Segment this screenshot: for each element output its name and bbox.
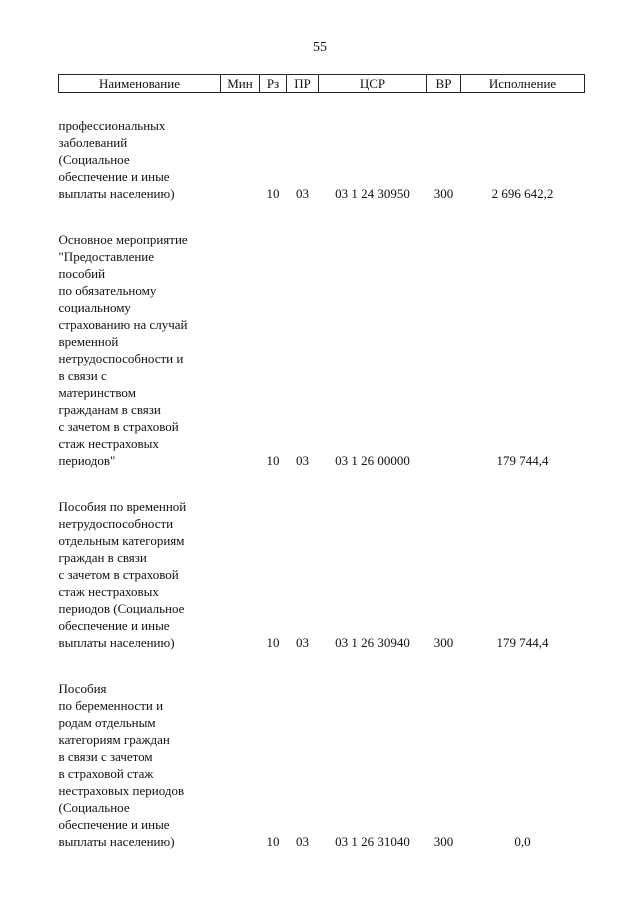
header-vr: ВР <box>427 75 461 93</box>
row-csr: 03 1 26 31040 <box>335 834 410 849</box>
budget-table <box>58 74 585 850</box>
row-amount: 179 744,4 <box>496 453 549 468</box>
row-pr: 03 <box>296 453 309 468</box>
row-csr: 03 1 26 30940 <box>335 635 410 650</box>
row-min <box>221 498 260 651</box>
row-min <box>221 117 260 202</box>
row-pr: 03 <box>296 186 309 201</box>
row-vr: 300 <box>433 635 454 650</box>
header-name: Наименование <box>59 75 221 93</box>
row-name: профессиональных заболеваний (Социальное обеспечение и иные выплаты населению) <box>58 118 175 201</box>
row-rz: 10 <box>266 635 280 650</box>
row-amount: 179 744,4 <box>496 635 549 650</box>
row-name: Основное мероприятие "Предоставление пособий по обязательному социальному страхованию на случай временной нетрудоспособности и в связи с материнством гражданам в связи с зачетом в страховой стаж нестраховых периодов" <box>58 232 188 468</box>
row-csr: 03 1 24 30950 <box>335 186 410 201</box>
table-row <box>59 680 585 850</box>
header-csr: ЦСР <box>319 75 427 93</box>
row-vr <box>427 231 461 469</box>
row-rz: 10 <box>266 453 280 468</box>
row-pr: 03 <box>296 834 309 849</box>
row-rz: 10 <box>266 186 280 201</box>
row-name: Пособия по беременности и родам отдельным категориям граждан в связи с зачетом в страховой стаж нестраховых периодов (Социальное обеспечение и иные выплаты населению) <box>58 681 185 849</box>
row-rz: 10 <box>266 834 280 849</box>
header-pr: ПР <box>287 75 319 93</box>
table-row <box>59 231 585 469</box>
row-pr: 03 <box>296 635 309 650</box>
row-name: Пособия по временной нетрудоспособности отдельным категориям граждан в связи с зачетом в страховой стаж нестраховых периодов (Социальное обеспечение и иные выплаты населению) <box>58 499 187 650</box>
page-number: 55 <box>313 40 327 55</box>
header-min: Мин <box>221 75 260 93</box>
row-min <box>221 231 260 469</box>
row-csr: 03 1 26 00000 <box>335 453 410 468</box>
table-row <box>59 498 585 651</box>
row-amount: 0,0 <box>514 834 531 849</box>
row-min <box>221 680 260 850</box>
row-vr: 300 <box>433 834 454 849</box>
header-rz: Рз <box>260 75 287 93</box>
table-header-row <box>59 75 585 93</box>
header-amount: Исполнение <box>461 75 585 93</box>
row-vr: 300 <box>433 186 454 201</box>
table-row <box>59 117 585 202</box>
row-amount: 2 696 642,2 <box>491 186 554 201</box>
